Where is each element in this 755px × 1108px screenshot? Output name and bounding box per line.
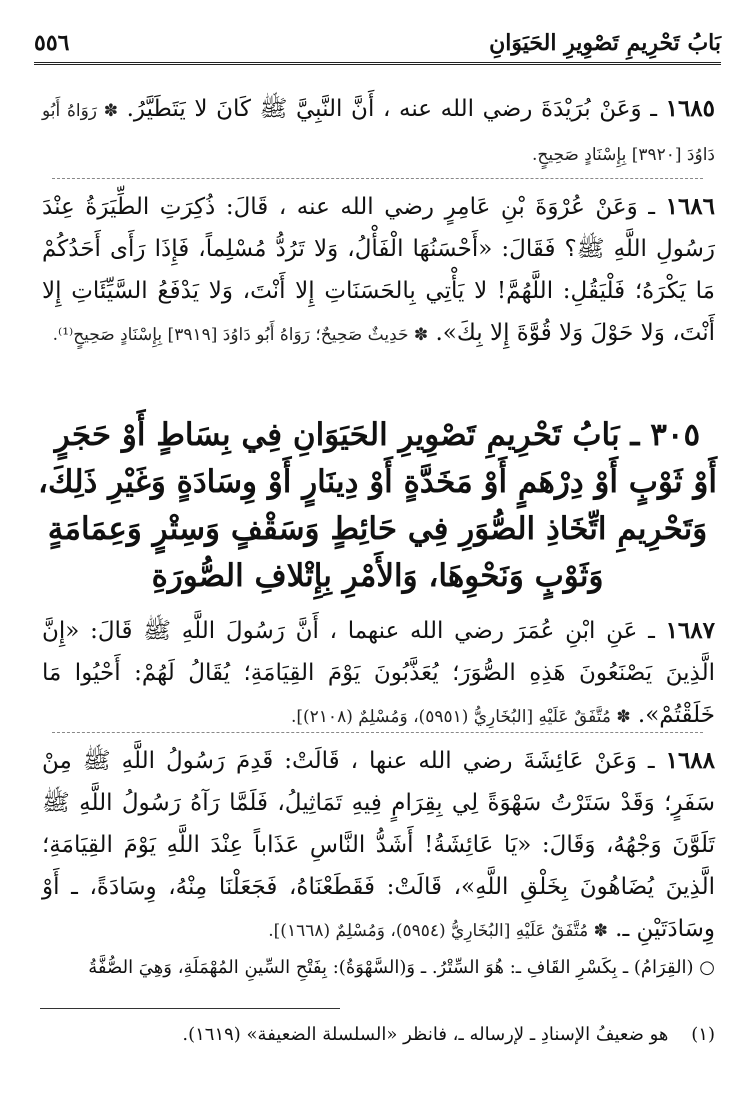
hadith-text: ـ وَعَنْ عَائِشَةَ رضي الله عنها ، قَالَتْ: قَدِمَ رَسُولُ اللَّهِ ﷺ مِنْ سَفَرٍ؛ وَقَدْ سَتَرْتُ سَهْوَةً لِي بِقِرَامٍ فِيهِ تَمَاثِيلُ، فَلَمَّا رَآهُ رَسُولُ اللَّهِ ﷺ تَلَوَّنَ وَجْهُهُ، وَقَالَ: «يَا عَائِشَةُ! أَشَدُّ النَّاسِ عَذَاباً عِنْدَ اللَّهِ يَوْمَ القِيَامَةِ؛ الَّذِينَ يُضَاهُونَ بِخَلْقِ اللَّهِ»، قَالَتْ: فَقَطَعْنَاهُ، فَجَعَلْنَا مِنْهُ، وِسَادَةً، ـ أَوْ وِسَادَتَيْنِ ـ.	[42, 748, 715, 942]
header-rule	[34, 62, 721, 65]
gloss-note: ○ (القِرَامُ) ـ بِكَسْرِ القَافِ ـ: هُوَ السِّتْرُ. ـ وَ(السَّهْوَةُ): بِفَتْحِ السِّينِ المُهْمَلَةِ، وَهِيَ الصُّفَّةُ	[88, 957, 715, 978]
hadith-number: ١٦٨٧	[665, 617, 715, 644]
hadith-1688	[42, 740, 715, 952]
hadith-1687	[42, 610, 715, 738]
running-title: بَابُ تَحْرِيمِ تَصْوِيرِ الحَيَوَانِ	[489, 30, 721, 56]
page-number: ٥٥٦	[34, 30, 70, 56]
hadith-reference: ✽ رَوَاهُ أَبُو دَاوُدَ [٣٩٢٠] بِإِسْنَادٍ صَحِيحٍ.	[42, 101, 715, 165]
separator	[52, 732, 703, 733]
page-header	[34, 26, 721, 56]
footnote-text: هو ضعيفُ الإسنادِ ـ لإرساله ـ، فانظر «السلسلة الضعيفة» (١٦١٩).	[182, 1024, 669, 1045]
hadith-number: ١٦٨٥	[665, 95, 716, 122]
footnote-rule	[40, 1008, 340, 1009]
hadith-1686	[42, 186, 715, 356]
hadith-text: ـ عَنِ ابْنِ عُمَرَ رضي الله عنهما ، أَنَّ رَسُولَ اللَّهِ ﷺ قَالَ: «إِنَّ الَّذِينَ يَصْنَعُونَ هَذِهِ الصُّوَرَ؛ يُعَذَّبُونَ يَوْمَ القِيَامَةِ؛ يُقَالُ لَهُمْ: أَحْيُوا مَا خَلَقْتُمْ».	[42, 618, 715, 728]
hadith-1685	[42, 88, 715, 176]
hadith-text: ـ وَعَنْ بُرَيْدَةَ رضي الله عنه ، أَنَّ النَّبِيَّ ﷺ كَانَ لا يَتَطَيَّرُ.	[126, 96, 657, 122]
hadith-number: ١٦٨٨	[665, 747, 716, 774]
hadith-reference: ✽ مُتَّفَقٌ عَلَيْهِ [البُخَارِيُّ (٥٩٥٤)، وَمُسْلِمٌ (١٦٦٨)].	[268, 921, 608, 941]
footnote-marker: (١)	[691, 1024, 715, 1045]
hadith-reference: ✽ مُتَّفَقٌ عَلَيْهِ [البُخَارِيُّ (٥٩٥١)، وَمُسْلِمٌ (٢١٠٨)].	[291, 707, 631, 727]
separator	[52, 178, 703, 179]
chapter-heading: ٣٠٥ ـ بَابُ تَحْرِيمِ تَصْوِيرِ الحَيَوَانِ فِي بِسَاطٍ أَوْ حَجَرٍ أَوْ ثَوْبٍ أَوْ دِرْهَمٍ أَوْ مَخَدَّةٍ أَوْ دِينَارٍ أَوْ وِسَادَةٍ وَغَيْرِ ذَلِكَ، وَتَحْرِيمِ اتِّخَاذِ الصُّوَرِ فِي حَائِطٍ وَسَقْفٍ وَسِتْرٍ وَعِمَامَةٍ وَثَوْبٍ وَنَحْوِهَا، وَالأَمْرِ بِإِتْلافِ الصُّورَةِ	[37, 417, 717, 594]
footnote	[42, 1022, 715, 1048]
hadith-text: ـ وَعَنْ عُرْوَةَ بْنِ عَامِرٍ رضي الله عنه ، قَالَ: ذُكِرَتِ الطِّيَرَةُ عِنْدَ رَسُولِ اللَّهِ ﷺ؟ فَقَالَ: «أَحْسَنُهَا الْفَأْلُ، وَلا تَرُدُّ مُسْلِماً، فَإِذَا رَأَى أَحَدُكُمْ مَا يَكْرَهُ؛ فَلْيَقُلِ: اللَّهُمَّ! لا يَأْتِي بِالحَسَنَاتِ إِلا أَنْتَ، وَلا يَدْفَعُ السَّيِّئَاتِ إِلا أَنْتَ، وَلا حَوْلَ وَلا قُوَّةَ إِلا بِكَ».	[42, 194, 715, 346]
hadith-number: ١٦٨٦	[665, 193, 716, 220]
hadith-reference: ✽ حَدِيثٌ صَحِيحٌ؛ رَوَاهُ أَبُو دَاوُدَ [٣٩١٩] بِإِسْنَادٍ صَحِيحٍ⁽¹⁾.	[52, 325, 429, 345]
